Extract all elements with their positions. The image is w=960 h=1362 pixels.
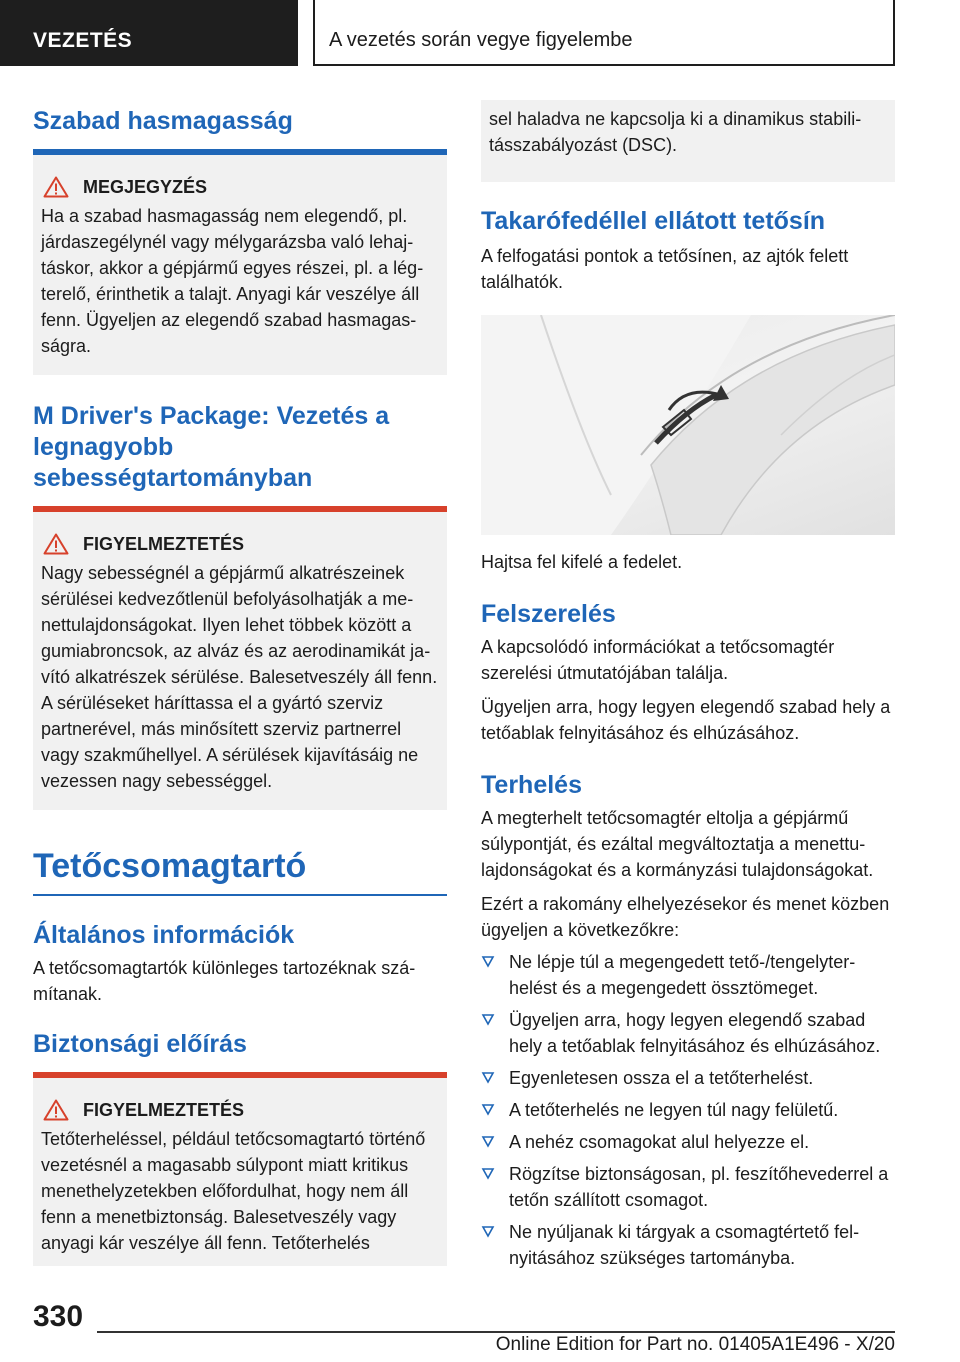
list-item-text: Egyenletesen ossza el a tetőterhelést. <box>509 1068 814 1088</box>
list-item-text: A nehéz csomagokat alul helyezze el. <box>509 1132 810 1152</box>
warning-text-continued: sel haladva ne kapcsolja ki a dinamikus stabilitásszabályozást (DSC). <box>489 109 862 155</box>
triangle-bullet-icon <box>481 954 495 968</box>
triangle-bullet-icon <box>481 1224 495 1238</box>
mount-text-1: A kapcsolódó információkat a tetőcsomagtér szerelési útmutatójában találja. <box>481 637 835 683</box>
footer-rule <box>97 1331 895 1333</box>
section-tab: VEZETÉS <box>0 0 298 66</box>
safety-heading: Biztonsági előírás <box>33 1030 247 1058</box>
list-item <box>481 1161 895 1213</box>
right-column <box>481 100 895 1271</box>
load-text-2: Ezért a rakomány elhelyezésekor és menet közben ügyeljen a következőkre: <box>481 894 890 940</box>
mdp-heading: M Driver's Package: Vezetés a legnagyobb sebességtartományban <box>33 402 390 492</box>
note-title <box>41 175 439 199</box>
list-item-text: Rögzítse biztonságosan, pl. feszítőhevederrel a tetőn szállított csomagot. <box>509 1164 889 1210</box>
warning-box-1 <box>33 512 447 810</box>
note-label: MEGJEGYZÉS <box>83 177 208 197</box>
list-item <box>481 949 895 1001</box>
list-item <box>481 1129 895 1155</box>
left-column <box>33 100 447 1266</box>
list-item-text: Ne lépje túl a megengedett tető-/tengelyterhelést és a megengedett össztömeget. <box>509 952 856 998</box>
warning-triangle-icon <box>43 533 69 555</box>
list-item <box>481 1219 895 1271</box>
warning-triangle-icon <box>43 176 69 198</box>
warning-label: FIGYELMEZTETÉS <box>83 1100 245 1120</box>
warning-title <box>41 1098 439 1122</box>
triangle-bullet-icon <box>481 1102 495 1116</box>
warning-triangle-icon <box>43 1099 69 1121</box>
image-caption: Hajtsa fel kifelé a fedelet. <box>481 552 683 572</box>
list-item-text: Ügyeljen arra, hogy legyen elegendő szabad hely a tetőablak felnyitásához és elhúzásához. <box>509 1010 881 1056</box>
triangle-bullet-icon <box>481 1012 495 1026</box>
warning-text: Tetőterheléssel, például tetőcsomagtartó történő vezetésnél a magasabb súlypont miatt kritikus menethelyzetekben előfordulhat, hogy nem áll fenn a menetbiztonság. Balesetveszély vagy anyagi kár veszélye áll fenn. Tetőterhelés <box>41 1129 426 1253</box>
load-heading: Terhelés <box>481 771 582 799</box>
warning-box-2-continued <box>481 100 895 182</box>
list-item <box>481 1065 895 1091</box>
triangle-bullet-icon <box>481 1134 495 1148</box>
edition-text: Online Edition for Part no. 01405A1E496 - X/20 <box>495 1334 895 1355</box>
roof-rail-illustration <box>481 315 895 535</box>
general-text: A tetőcsomagtartók különleges tartozéknak számítanak. <box>33 958 416 1004</box>
general-heading: Általános információk <box>33 921 295 949</box>
clearance-heading: Szabad hasmagasság <box>33 107 293 135</box>
list-item <box>481 1007 895 1059</box>
roofrack-heading: Tetőcsomagtartó <box>33 847 307 885</box>
rail-text: A felfogatási pontok a tetősínen, az ajtók felett találhatók. <box>481 246 849 292</box>
mount-text-2: Ügyeljen arra, hogy legyen elegendő szabad hely a tetőablak felnyitásához és elhúzásához. <box>481 697 891 743</box>
note-box <box>33 155 447 375</box>
warning-label: FIGYELMEZTETÉS <box>83 534 245 554</box>
mount-heading: Felszerelés <box>481 600 616 628</box>
load-text-1: A megterhelt tetőcsomagtér eltolja a gépjármű súlypontját, és ezáltal megváltoztatja a menettulajdonságokat és a kormányzási tulajdonságokat. <box>481 808 874 880</box>
list-item <box>481 1097 895 1123</box>
rail-heading: Takarófedéllel ellátott tetősín <box>481 207 826 235</box>
note-text: Ha a szabad hasmagasság nem elegendő, pl. járdaszegélynél vagy mélygarázsba való lehajtáskor, akkor a gépjármű egyes részei, pl. a légterelő, érinthetik a talajt. Anyagi kár veszélye áll fenn. Ügyeljen az elegendő szabad hasmagasságra. <box>41 206 424 356</box>
page-number: 330 <box>33 1300 84 1333</box>
section-subtitle: A vezetés során vegye figyelembe <box>313 0 895 66</box>
warning-box-2 <box>33 1078 447 1266</box>
roof-rail-drawing <box>481 315 895 535</box>
warning-title <box>41 532 439 556</box>
triangle-bullet-icon <box>481 1070 495 1084</box>
chapter-rule <box>33 894 447 896</box>
triangle-bullet-icon <box>481 1166 495 1180</box>
list-item-text: A tetőterhelés ne legyen túl nagy felületű. <box>509 1100 839 1120</box>
list-item-text: Ne nyúljanak ki tárgyak a csomagtértető felnyitásához szükséges tartományba. <box>509 1222 860 1268</box>
load-bullet-list <box>481 949 895 1271</box>
warning-text: Nagy sebességnél a gépjármű alkatrészeinek sérülései kedvezőtlenül befolyásolhatják a menettulajdonságokat. Ilyen lehet többek között a gumiabroncsok, az alváz és az aerodinamikát javító alkatrészek sérülése. Balesetveszély áll fenn. A sérüléseket háríttassa el a gyártó szerviz partnerével, más minősített szerviz partnerrel vagy szakműhellyel. A sérülések kijavításáig ne vezessen nagy sebességgel. <box>41 563 438 791</box>
page-header <box>0 0 960 66</box>
